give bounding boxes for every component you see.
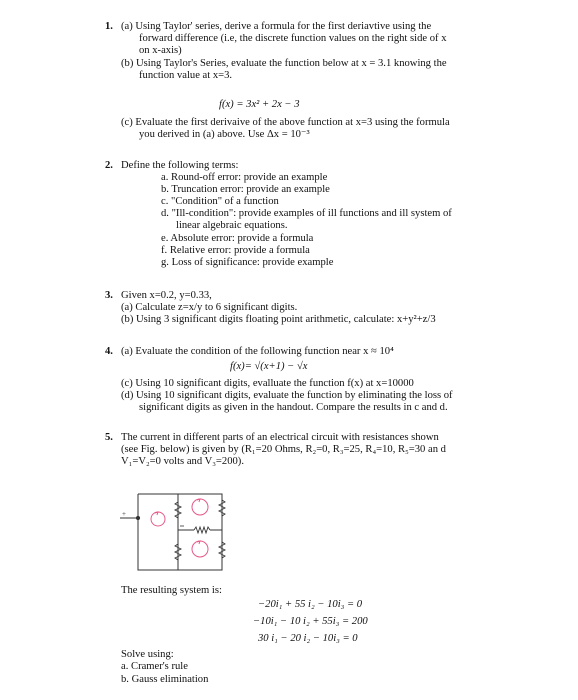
question-5-number: 5. — [105, 432, 113, 443]
loop-current-i1 — [151, 512, 165, 526]
question-5-line-1: The current in different parts of an electrical circuit with resistances shown — [121, 432, 439, 443]
question-1c-line-2: you derived in (a) above. Use Δx = 10⁻³ — [139, 129, 310, 140]
question-2-item: d. "Ill-condition": provide examples of ill functions and ill system of — [161, 208, 452, 219]
question-3-number: 3. — [105, 290, 113, 301]
circuit-wire — [138, 494, 222, 570]
question-2-number: 2. — [105, 160, 113, 171]
solve-label: Solve using: — [121, 649, 174, 660]
system-label: The resulting system is: — [121, 585, 222, 596]
question-2-item: g. Loss of significance: provide example — [161, 257, 334, 268]
question-3b: (b) Using 3 significant digits floating point arithmetic, calculate: x+y²+z/3 — [121, 314, 436, 325]
question-5-line-2: (see Fig. below) is given by (R₁=20 Ohms, R₂=0, R₃=25, R₄=10, R₅=30 an d — [121, 444, 446, 455]
circuit-diagram — [118, 486, 268, 574]
method-item: b. Gauss elimination — [121, 674, 209, 685]
question-2-item: f. Relative error: provide a formula — [161, 245, 310, 256]
question-4d-line-1: (d) Using 10 significant digits, evaluate the function by eliminating the loss of — [121, 390, 453, 401]
question-4-number: 4. — [105, 346, 113, 357]
question-3-title: Given x=0.2, y=0.33, — [121, 290, 212, 301]
resistor-r3 — [194, 527, 210, 533]
question-4-function: f(x)= √(x+1) − √x — [230, 361, 308, 372]
question-2-item: c. "Condition" of a function — [161, 196, 279, 207]
system-equation: −20i₁ + 55 i₂ − 10i₃ = 0 — [258, 599, 363, 610]
loop-current-i3 — [192, 541, 208, 557]
resistor-r1 — [175, 496, 181, 522]
question-1a-line-2: forward difference (i.e, the discrete function values on the right side of x — [139, 33, 447, 44]
question-3a: (a) Calculate z=x/y to 6 significant digits. — [121, 302, 298, 313]
question-1a-line-3: on x-axis) — [139, 45, 182, 56]
question-1-number: 1. — [105, 21, 113, 32]
question-1c-line-1: (c) Evaluate the first derivaive of the above function at x=3 using the formula — [121, 117, 450, 128]
question-2-item: a. Round-off error: provide an example — [161, 172, 328, 183]
method-item: a. Cramer's rule — [121, 661, 188, 672]
system-equation: 30 i₁ − 20 i₂ − 10i₃ = 0 — [258, 633, 358, 644]
question-1b-line-1: (b) Using Taylor's Series, evaluate the function below at x = 3.1 knowing the — [121, 58, 447, 69]
question-4d-line-2: significant digits as given in the handout. Compare the results in c and d. — [139, 402, 448, 413]
question-1b-line-2: function value at x=3. — [139, 70, 233, 81]
system-equation: −10i₁ − 10 i₂ + 55i₃ = 200 — [253, 616, 368, 627]
question-4a: (a) Evaluate the condition of the following function near x ≈ 10⁴ — [121, 346, 394, 357]
question-2-title: Define the following terms: — [121, 160, 239, 171]
question-2-item-continuation: linear algebraic equations. — [176, 220, 288, 231]
question-5-line-3: V₁=V₂=0 volts and V₃=200). — [121, 456, 244, 467]
question-1-function: f(x) = 3x² + 2x − 3 — [219, 99, 300, 110]
voltage-polarity-mark: + — [122, 510, 126, 518]
loop-current-i2 — [192, 499, 208, 515]
question-2-item: b. Truncation error: provide an example — [161, 184, 330, 195]
question-2-item: e. Absolute error: provide a formula — [161, 233, 314, 244]
question-4c: (c) Using 10 significant digits, evalluate the function f(x) at x=10000 — [121, 378, 414, 389]
question-1a-line-1: (a) Using Taylor' series, derive a formula for the first deriavtive using the — [121, 21, 432, 32]
